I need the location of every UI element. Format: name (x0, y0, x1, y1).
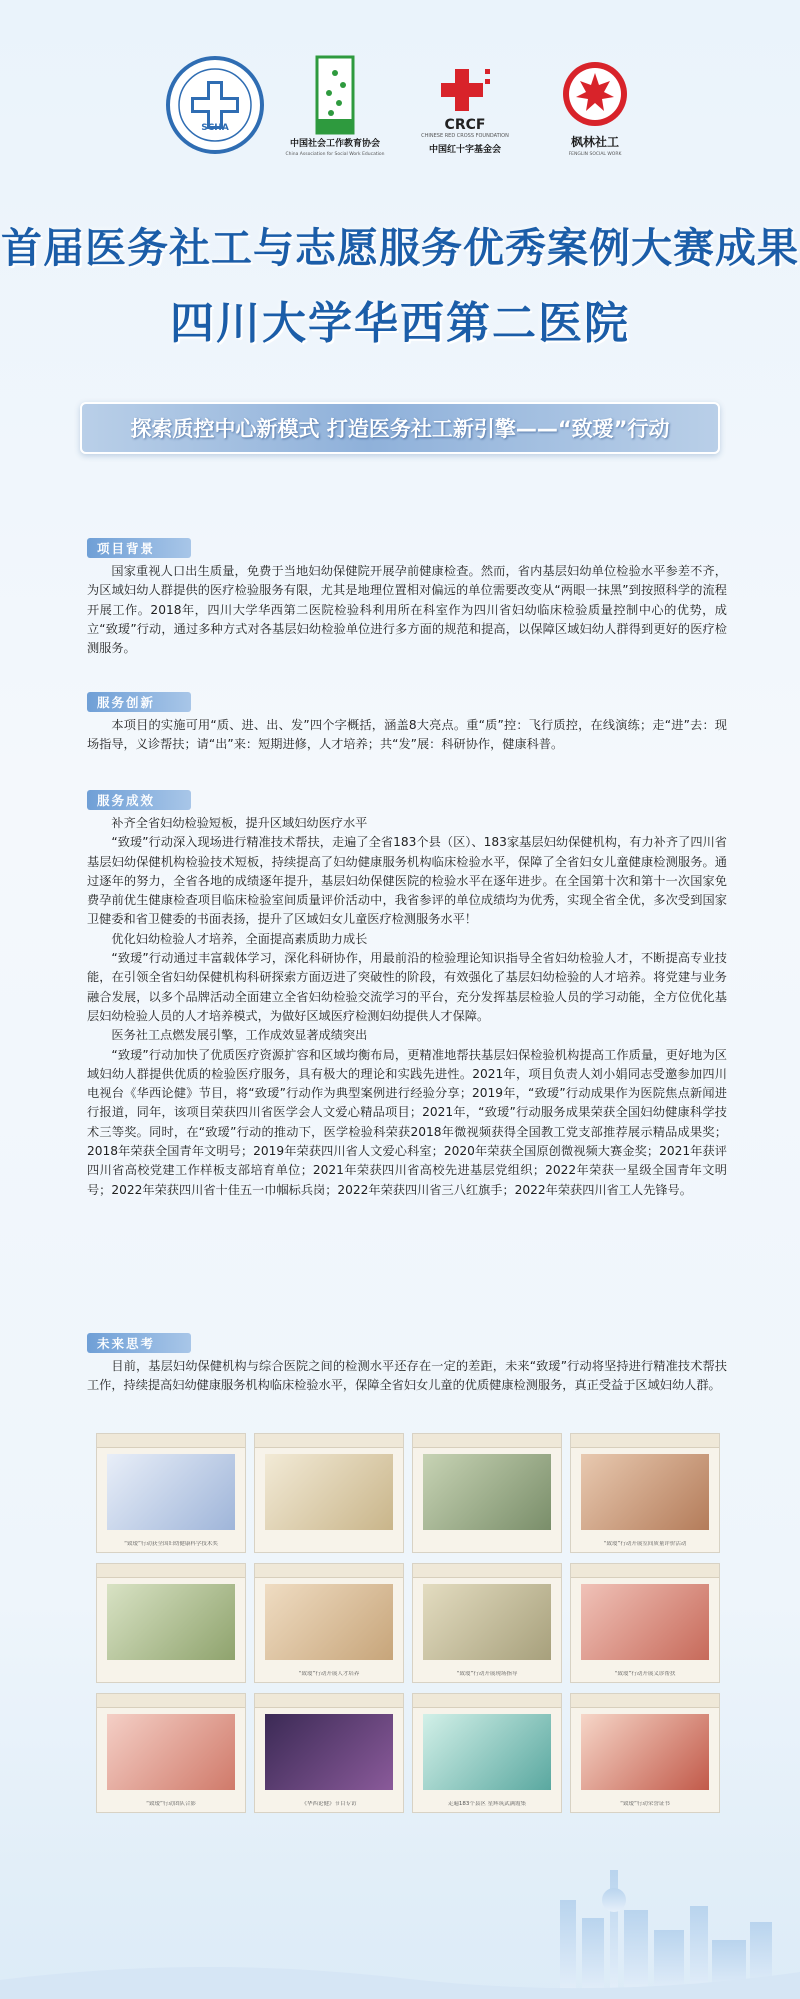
section-heading-innovation: 服务创新 (87, 692, 191, 712)
photo-12 (570, 1693, 720, 1813)
hospital-title: 四川大学华西第二医院 (170, 298, 630, 349)
caswe-logo (280, 55, 390, 165)
photo-caption: “致瑷”行动团队合影 (146, 1801, 196, 1807)
scha-text: SCHA (201, 123, 229, 133)
section-heading-results: 服务成效 (87, 790, 191, 810)
photo-grid (96, 1433, 722, 1825)
photo-2 (254, 1433, 404, 1553)
section-heading-future: 未来思考 (87, 1333, 191, 1353)
photo-caption: “致瑷”行动获全国妇幼健康科学技术奖 (124, 1541, 218, 1547)
innovation-text (87, 716, 727, 755)
results-paragraph-3: “致瑷”行动加快了优质医疗资源扩容和区域均衡布局，更精准地帮扶基层妇保检验机构提高工作质量，更好地为区域妇幼人群提供优质的检验医疗服务，具有极大的理论和实践先进性。2021年，项目负责人刘小娟同志受邀参加四川电视台《华西论健》节目，将“致瑷”行动作为典型案例进行经验分享；2019年，“致瑷”行动成果作为医院焦点新闻进行报道，同年，该项目荣获四川省医学会人文爱心精品项目；2021年，“致瑷”行动服务成果荣获全国妇幼健康科学技术三等奖。同时，在“致瑷”行动的推动下，医学检验科荣获2018年微视频获得全国教工党支部推荐展示精品成果奖；2018年荣获全国青年文明号；2019年荣获四川省人文爱心科室；2020年荣获全国原创微视频大赛金奖；2021年获评四川省高校党建工作样板支部培育单位；2021年荣获四川省高校先进基层党组织；2022年荣获一星级全国青年文明号；2022年荣获四川省十佳五一巾帼标兵岗；2022年荣获四川省三八红旗手；2022年荣获四川省工人先锋号。 (87, 1047, 727, 1197)
section-heading-background: 项目背景 (87, 538, 191, 558)
photo-caption: “致瑷”行动荣誉证书 (620, 1801, 670, 1807)
results-paragraph-1: “致瑷”行动深入现场进行精准技术帮扶，走遍了全省183个县（区）、183家基层妇幼保健机构，有力补齐了四川省基层妇幼保健机构检验技术短板，持续提高了妇幼健康服务机构临床检验水平，保障了全省妇女儿童健康检测服务。通过逐年的努力，全省各地的成绩逐年提升，基层妇幼保健医院的检验水平在逐年进步。在全国第十次和第十一次国家免费孕前优生健康检查项目临床检验室间质量评价活动中，我省参评的单位成绩均为优秀，实现全省全优，多次受到国家卫健委和省卫健委的书面表扬，提升了区域妇女儿童医疗检测服务水平！ (87, 835, 727, 927)
project-banner: 探索质控中心新模式 打造医务社工新引擎——“致瑷”行动 (80, 402, 720, 454)
future-text (87, 1357, 727, 1396)
photo-11 (412, 1693, 562, 1813)
fenglin-caption: 枫林社工 (570, 135, 619, 149)
photo-caption: 走遍183个县区 星辉筑武满霞集 (447, 1801, 527, 1807)
photo-caption: “致瑷”行动开展现场指导 (456, 1671, 518, 1677)
results-text (87, 814, 727, 1200)
fenglin-logo (540, 55, 650, 165)
background-paragraph: 国家重视人口出生质量，免费于当地妇幼保健院开展孕前健康检查。然而，省内基层妇幼单位检验水平参差不齐，为区域妇幼人群提供的医疗检验服务有限，尤其是地理位置相对偏远的单位需要改变从“两眼一抹黑”到按照科学的流程开展工作。2018年，四川大学华西第二医院检验科利用所在科室作为四川省妇幼临床检验质量控制中心的优势，成立“致瑷”行动，通过多种方式对各基层妇幼检验单位进行多方面的规范和提高，以保障区域妇幼人群得到更好的医疗检测服务。 (87, 564, 727, 656)
photo-caption: “致瑷”行动开展义诊帮扶 (614, 1671, 676, 1677)
photo-8 (570, 1563, 720, 1683)
caswe-sub: China Association for Social Work Education (285, 152, 385, 157)
partner-logos (160, 55, 650, 165)
main-title: 首届医务社工与志愿服务优秀案例大赛成果 (1, 224, 799, 272)
background-text (87, 562, 727, 658)
photo-caption: “致瑷”行动开展人才培养 (298, 1671, 360, 1677)
crcf-sub: CHINESE RED CROSS FOUNDATION (421, 133, 509, 139)
photo-6 (254, 1563, 404, 1683)
results-paragraph-2: “致瑷”行动通过丰富载体学习，深化科研协作，用最前沿的检验理论知识指导全省妇幼检验人才，不断提高专业技能，在引领全省妇幼保健机构科研探索方面迈进了突破性的阶段，有效强化了基层妇幼检验的人才培养。将党建与业务融合发展，以多个品牌活动全面建立全省妇幼检验交流学习的平台，充分发挥基层检验人员的学习动能，全方位优化基层妇幼检验人员的人才培养模式，为做好区域医疗检测妇幼提供人才保障。 (87, 951, 727, 1023)
photo-1 (96, 1433, 246, 1553)
photo-caption: 《华西论健》节目专访 (301, 1801, 357, 1807)
results-subheading-1: 补齐全省妇幼检验短板，提升区域妇幼医疗水平 (111, 816, 368, 830)
caswe-caption: 中国社会工作教育协会 (289, 139, 380, 149)
photo-10 (254, 1693, 404, 1813)
photo-3 (412, 1433, 562, 1553)
city-skyline-decoration (0, 1860, 800, 1999)
future-paragraph: 目前，基层妇幼保健机构与综合医院之间的检测水平还存在一定的差距，未来“致瑷”行动将坚持进行精准技术帮扶工作，持续提高妇幼健康服务机构临床检验水平，保障全省妇女儿童的优质健康检测服务，真正受益于区域妇幼人群。 (87, 1359, 727, 1393)
photo-9 (96, 1693, 246, 1813)
photo-caption: “致瑷”行动开展室间质量评价活动 (603, 1541, 687, 1547)
crcf-logo (410, 55, 520, 165)
photo-4 (570, 1433, 720, 1553)
results-subheading-2: 优化妇幼检验人才培养，全面提高素质助力成长 (111, 931, 368, 946)
innovation-paragraph: 本项目的实施可用“质、进、出、发”四个字概括，涵盖8大亮点。重“质”控：飞行质控，在线演练；走“进”去：现场指导，义诊帮扶；请“出”来：短期进修，人才培养；共“发”展：科研协作，健康科普。 (87, 718, 727, 752)
photo-5 (96, 1563, 246, 1683)
scha-logo (160, 55, 270, 165)
crcf-caption: 中国红十字基金会 (428, 145, 501, 155)
photo-7 (412, 1563, 562, 1683)
crcf-name: CRCF (444, 117, 486, 133)
fenglin-sub: FENGLIN SOCIAL WORK (568, 152, 622, 157)
results-subheading-3: 医务社工点燃发展引擎，工作成效显著成绩突出 (111, 1028, 368, 1043)
